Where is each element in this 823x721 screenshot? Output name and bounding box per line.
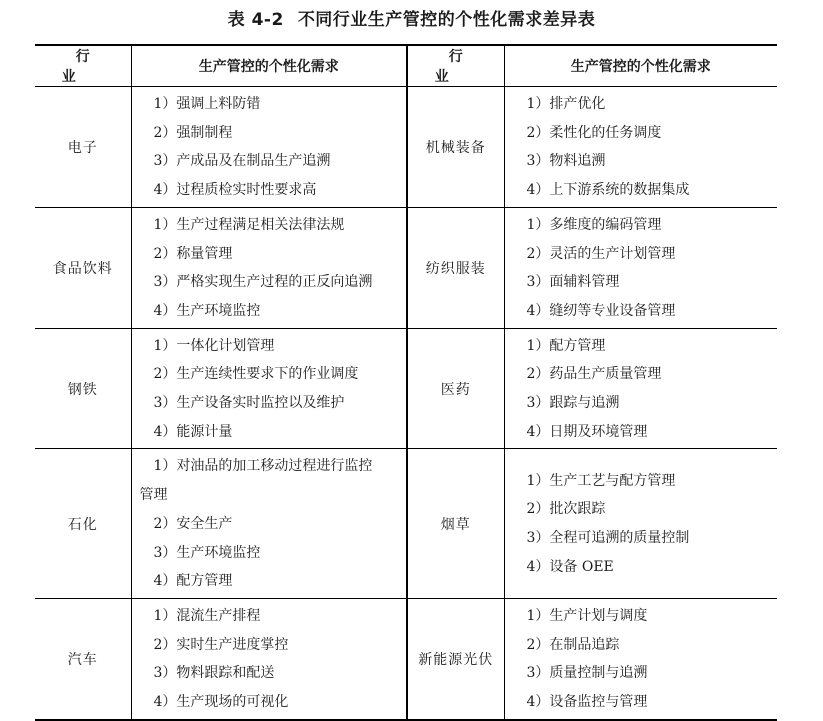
- requirement-item: 4）上下游系统的数据集成: [526, 182, 690, 199]
- table-row: [35, 449, 777, 599]
- requirement-item: 3）物料跟踪和配送: [153, 665, 275, 682]
- requirement-item: 1）一体化计划管理: [153, 337, 275, 354]
- requirement-item: 4）设备 OEE: [526, 558, 614, 575]
- table-number: 表 4-2: [227, 10, 284, 30]
- requirement-item: 4）能源计量: [153, 423, 233, 440]
- requirement-item: 3）生产环境监控: [153, 544, 261, 561]
- industry-cell: 电子: [35, 87, 131, 208]
- requirements-cell: [131, 598, 407, 719]
- table-row: [35, 207, 777, 328]
- requirement-item: 4）过程质检实时性要求高: [153, 182, 317, 199]
- requirements-cell: [131, 87, 407, 208]
- table-header-row: [35, 45, 777, 87]
- requirement-item: 1）强调上料防错: [153, 96, 261, 112]
- requirement-item: 3）面辅料管理: [526, 274, 620, 291]
- header-industry-left: 行业: [35, 45, 131, 87]
- header-industry-right: 行业: [407, 45, 504, 87]
- requirements-cell: [504, 87, 777, 208]
- requirement-item: 2）批次跟踪: [526, 501, 606, 518]
- table-row: [35, 598, 777, 719]
- requirement-item: 1）排产优化: [526, 96, 606, 112]
- requirement-item: 4）日期及环境管理: [526, 423, 648, 440]
- requirement-item: 3）物料追溯: [526, 153, 606, 170]
- industry-cell: 医药: [407, 328, 504, 449]
- industry-cell: 纺织服装: [407, 207, 504, 328]
- requirement-item: 1）配方管理: [526, 337, 606, 354]
- table-caption: [0, 8, 823, 32]
- requirements-cell: [504, 449, 777, 599]
- requirement-item: 2）在制品追踪: [526, 636, 620, 653]
- header-requirements-right: 生产管控的个性化需求: [504, 45, 777, 87]
- requirement-item: 1）生产过程满足相关法律法规: [153, 216, 345, 233]
- requirement-item: 1）对油品的加工移动过程进行监控: [153, 458, 373, 475]
- requirement-item: 2）灵活的生产计划管理: [526, 245, 676, 262]
- industry-cell: 烟草: [407, 449, 504, 599]
- requirement-item: 3）严格实现生产过程的正反向追溯: [153, 274, 373, 291]
- requirement-item: 1）生产工艺与配方管理: [526, 472, 676, 489]
- header-requirements-left: 生产管控的个性化需求: [131, 45, 407, 87]
- requirement-item: 3）产成品及在制品生产追溯: [153, 153, 331, 170]
- requirement-item: 3）跟踪与追溯: [526, 395, 620, 412]
- requirement-item: 1）多维度的编码管理: [526, 216, 662, 233]
- requirement-item: 1）生产计划与调度: [526, 607, 648, 624]
- requirement-item: 4）设备监控与管理: [526, 694, 648, 711]
- industry-requirements-table: [35, 44, 777, 721]
- industry-cell: 钢铁: [35, 328, 131, 449]
- requirement-item: 2）称量管理: [153, 245, 233, 262]
- requirement-item-continuation: 管理: [139, 487, 168, 504]
- requirement-item: 3）全程可追溯的质量控制: [526, 530, 690, 547]
- industry-cell: 食品饮料: [35, 207, 131, 328]
- requirement-item: 2）强制制程: [153, 124, 233, 141]
- requirement-item: 1）混流生产排程: [153, 607, 261, 624]
- requirement-item: 3）质量控制与追溯: [526, 665, 648, 682]
- requirement-item: 4）生产环境监控: [153, 302, 261, 319]
- requirements-cell: [131, 207, 407, 328]
- requirement-item: 4）生产现场的可视化: [153, 694, 289, 711]
- requirement-item: 4）缝纫等专业设备管理: [526, 302, 676, 319]
- requirements-cell: [504, 207, 777, 328]
- requirement-item: 2）生产连续性要求下的作业调度: [153, 366, 359, 383]
- table-title: 不同行业生产管控的个性化需求差异表: [297, 10, 596, 30]
- requirement-item: 2）安全生产: [153, 515, 233, 532]
- requirements-cell: [504, 328, 777, 449]
- requirements-cell: [504, 598, 777, 719]
- requirement-item: 3）生产设备实时监控以及维护: [153, 395, 345, 412]
- requirement-item: 2）柔性化的任务调度: [526, 124, 662, 141]
- industry-cell: 石化: [35, 449, 131, 599]
- requirement-item: 2）药品生产质量管理: [526, 366, 662, 383]
- industry-cell: 汽车: [35, 598, 131, 719]
- table-row: [35, 87, 777, 208]
- table-row: [35, 328, 777, 449]
- requirement-item: 4）配方管理: [153, 573, 233, 590]
- requirement-item: 2）实时生产进度掌控: [153, 636, 289, 653]
- requirements-cell: [131, 449, 407, 599]
- industry-cell: 新能源光伏: [407, 598, 504, 719]
- industry-cell: 机械装备: [407, 87, 504, 208]
- requirements-cell: [131, 328, 407, 449]
